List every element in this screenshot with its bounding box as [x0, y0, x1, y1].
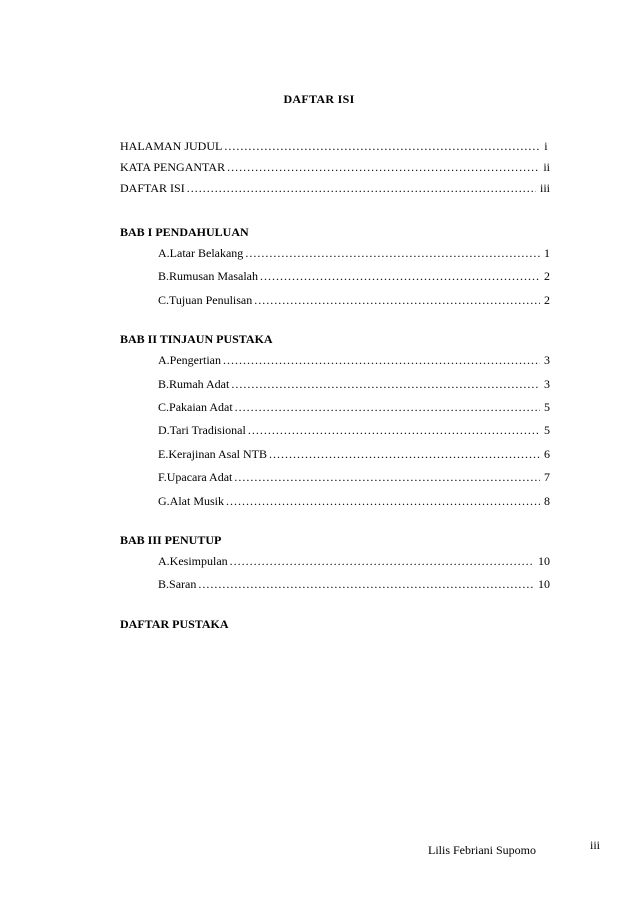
- toc-entry-page: 10: [538, 577, 550, 592]
- toc-entry-letter: A.: [158, 246, 170, 260]
- chapter-heading: BAB III PENUTUP: [120, 532, 222, 547]
- leader-dots: [224, 139, 540, 154]
- leader-dots: [260, 269, 540, 284]
- toc-entry-page: 5: [544, 423, 550, 438]
- toc-row: [120, 139, 550, 160]
- leader-dots: [235, 400, 540, 415]
- page-title: DAFTAR ISI: [283, 92, 355, 106]
- toc-row: [120, 400, 550, 423]
- chapter-list: [120, 225, 550, 601]
- toc-entry-label: HALAMAN JUDUL: [120, 139, 223, 153]
- toc-row: [120, 269, 550, 292]
- toc-row: [120, 353, 550, 376]
- leader-dots: [227, 160, 539, 175]
- toc-entry-page: 10: [538, 553, 550, 568]
- leader-dots: [269, 447, 540, 462]
- toc-entry-page: 1: [544, 246, 550, 260]
- toc-entry-page: 2: [544, 269, 550, 284]
- toc-entry-page: 6: [544, 446, 550, 461]
- leader-dots: [226, 494, 540, 509]
- toc-row: [120, 447, 550, 470]
- toc-entry-label: Pengertian: [169, 353, 221, 368]
- toc-row: [120, 470, 550, 493]
- leader-dots: [248, 423, 540, 438]
- toc-entry-label: Tujuan Penulisan: [169, 292, 253, 307]
- leader-dots: [254, 293, 540, 308]
- chapter-heading: BAB II TINJAUN PUSTAKA: [120, 332, 273, 347]
- leader-dots: [231, 377, 540, 392]
- toc-row: [120, 246, 550, 269]
- toc-entry-page: 2: [544, 292, 550, 307]
- toc-entry-page: 3: [544, 353, 550, 368]
- toc-entry-label: Kerajinan Asal NTB: [168, 446, 267, 461]
- toc-entry-label: Alat Musik: [169, 493, 225, 508]
- toc-entry-letter: D.: [158, 423, 170, 438]
- table-of-contents: [120, 139, 550, 638]
- toc-entry-letter: G.: [158, 493, 170, 508]
- toc-entry-label: Tari Tradisional: [169, 423, 246, 438]
- toc-entry-label: Rumah Adat: [169, 376, 230, 391]
- toc-entry-page: ii: [543, 160, 550, 174]
- toc-entry-label: Saran: [169, 577, 197, 592]
- toc-entry-letter: B.: [158, 577, 170, 592]
- toc-row: [120, 160, 550, 181]
- toc-entry-page: iii: [539, 181, 550, 195]
- toc-entry-letter: F.: [158, 470, 167, 485]
- footer-author: Lilis Febriani Supomo: [428, 843, 536, 857]
- toc-row: [120, 181, 550, 202]
- leader-dots: [245, 246, 540, 261]
- toc-row: [120, 494, 550, 517]
- toc-entry-label: Latar Belakang: [169, 246, 244, 260]
- toc-entry-label: Kesimpulan: [169, 553, 228, 568]
- toc-entry-label: Pakaian Adat: [169, 399, 233, 414]
- footer-page-number: iii: [590, 838, 601, 852]
- toc-entry-label: KATA PENGANTAR: [120, 160, 226, 174]
- leader-dots: [198, 577, 534, 592]
- leader-dots: [223, 353, 540, 368]
- leader-dots: [187, 181, 536, 196]
- toc-entry-letter: C.: [158, 399, 170, 414]
- leader-dots: [230, 554, 534, 569]
- front-matter: [120, 139, 550, 202]
- toc-entry-page: 8: [544, 493, 550, 508]
- toc-entry-page: 3: [544, 376, 550, 391]
- toc-entry-label: Upacara Adat: [166, 470, 233, 485]
- bibliography-heading: DAFTAR PUSTAKA: [120, 616, 229, 631]
- toc-row: [120, 554, 550, 577]
- toc-entry-page: 7: [544, 470, 550, 485]
- toc-row: [120, 577, 550, 600]
- toc-entry-page: 5: [544, 399, 550, 414]
- toc-entry-letter: A.: [158, 553, 170, 568]
- toc-row: [120, 377, 550, 400]
- toc-entry-label: Rumusan Masalah: [169, 269, 259, 284]
- toc-row: [120, 293, 550, 316]
- toc-entry-letter: E.: [158, 446, 169, 461]
- toc-entry-letter: B.: [158, 376, 170, 391]
- toc-entry-letter: A.: [158, 353, 170, 368]
- leader-dots: [234, 470, 540, 485]
- toc-entry-label: DAFTAR ISI: [120, 181, 185, 195]
- toc-entry-letter: B.: [158, 269, 170, 284]
- toc-entry-page: i: [544, 139, 548, 153]
- toc-entry-letter: C.: [158, 292, 170, 307]
- chapter-heading: BAB I PENDAHULUAN: [120, 225, 249, 239]
- toc-row: [120, 423, 550, 446]
